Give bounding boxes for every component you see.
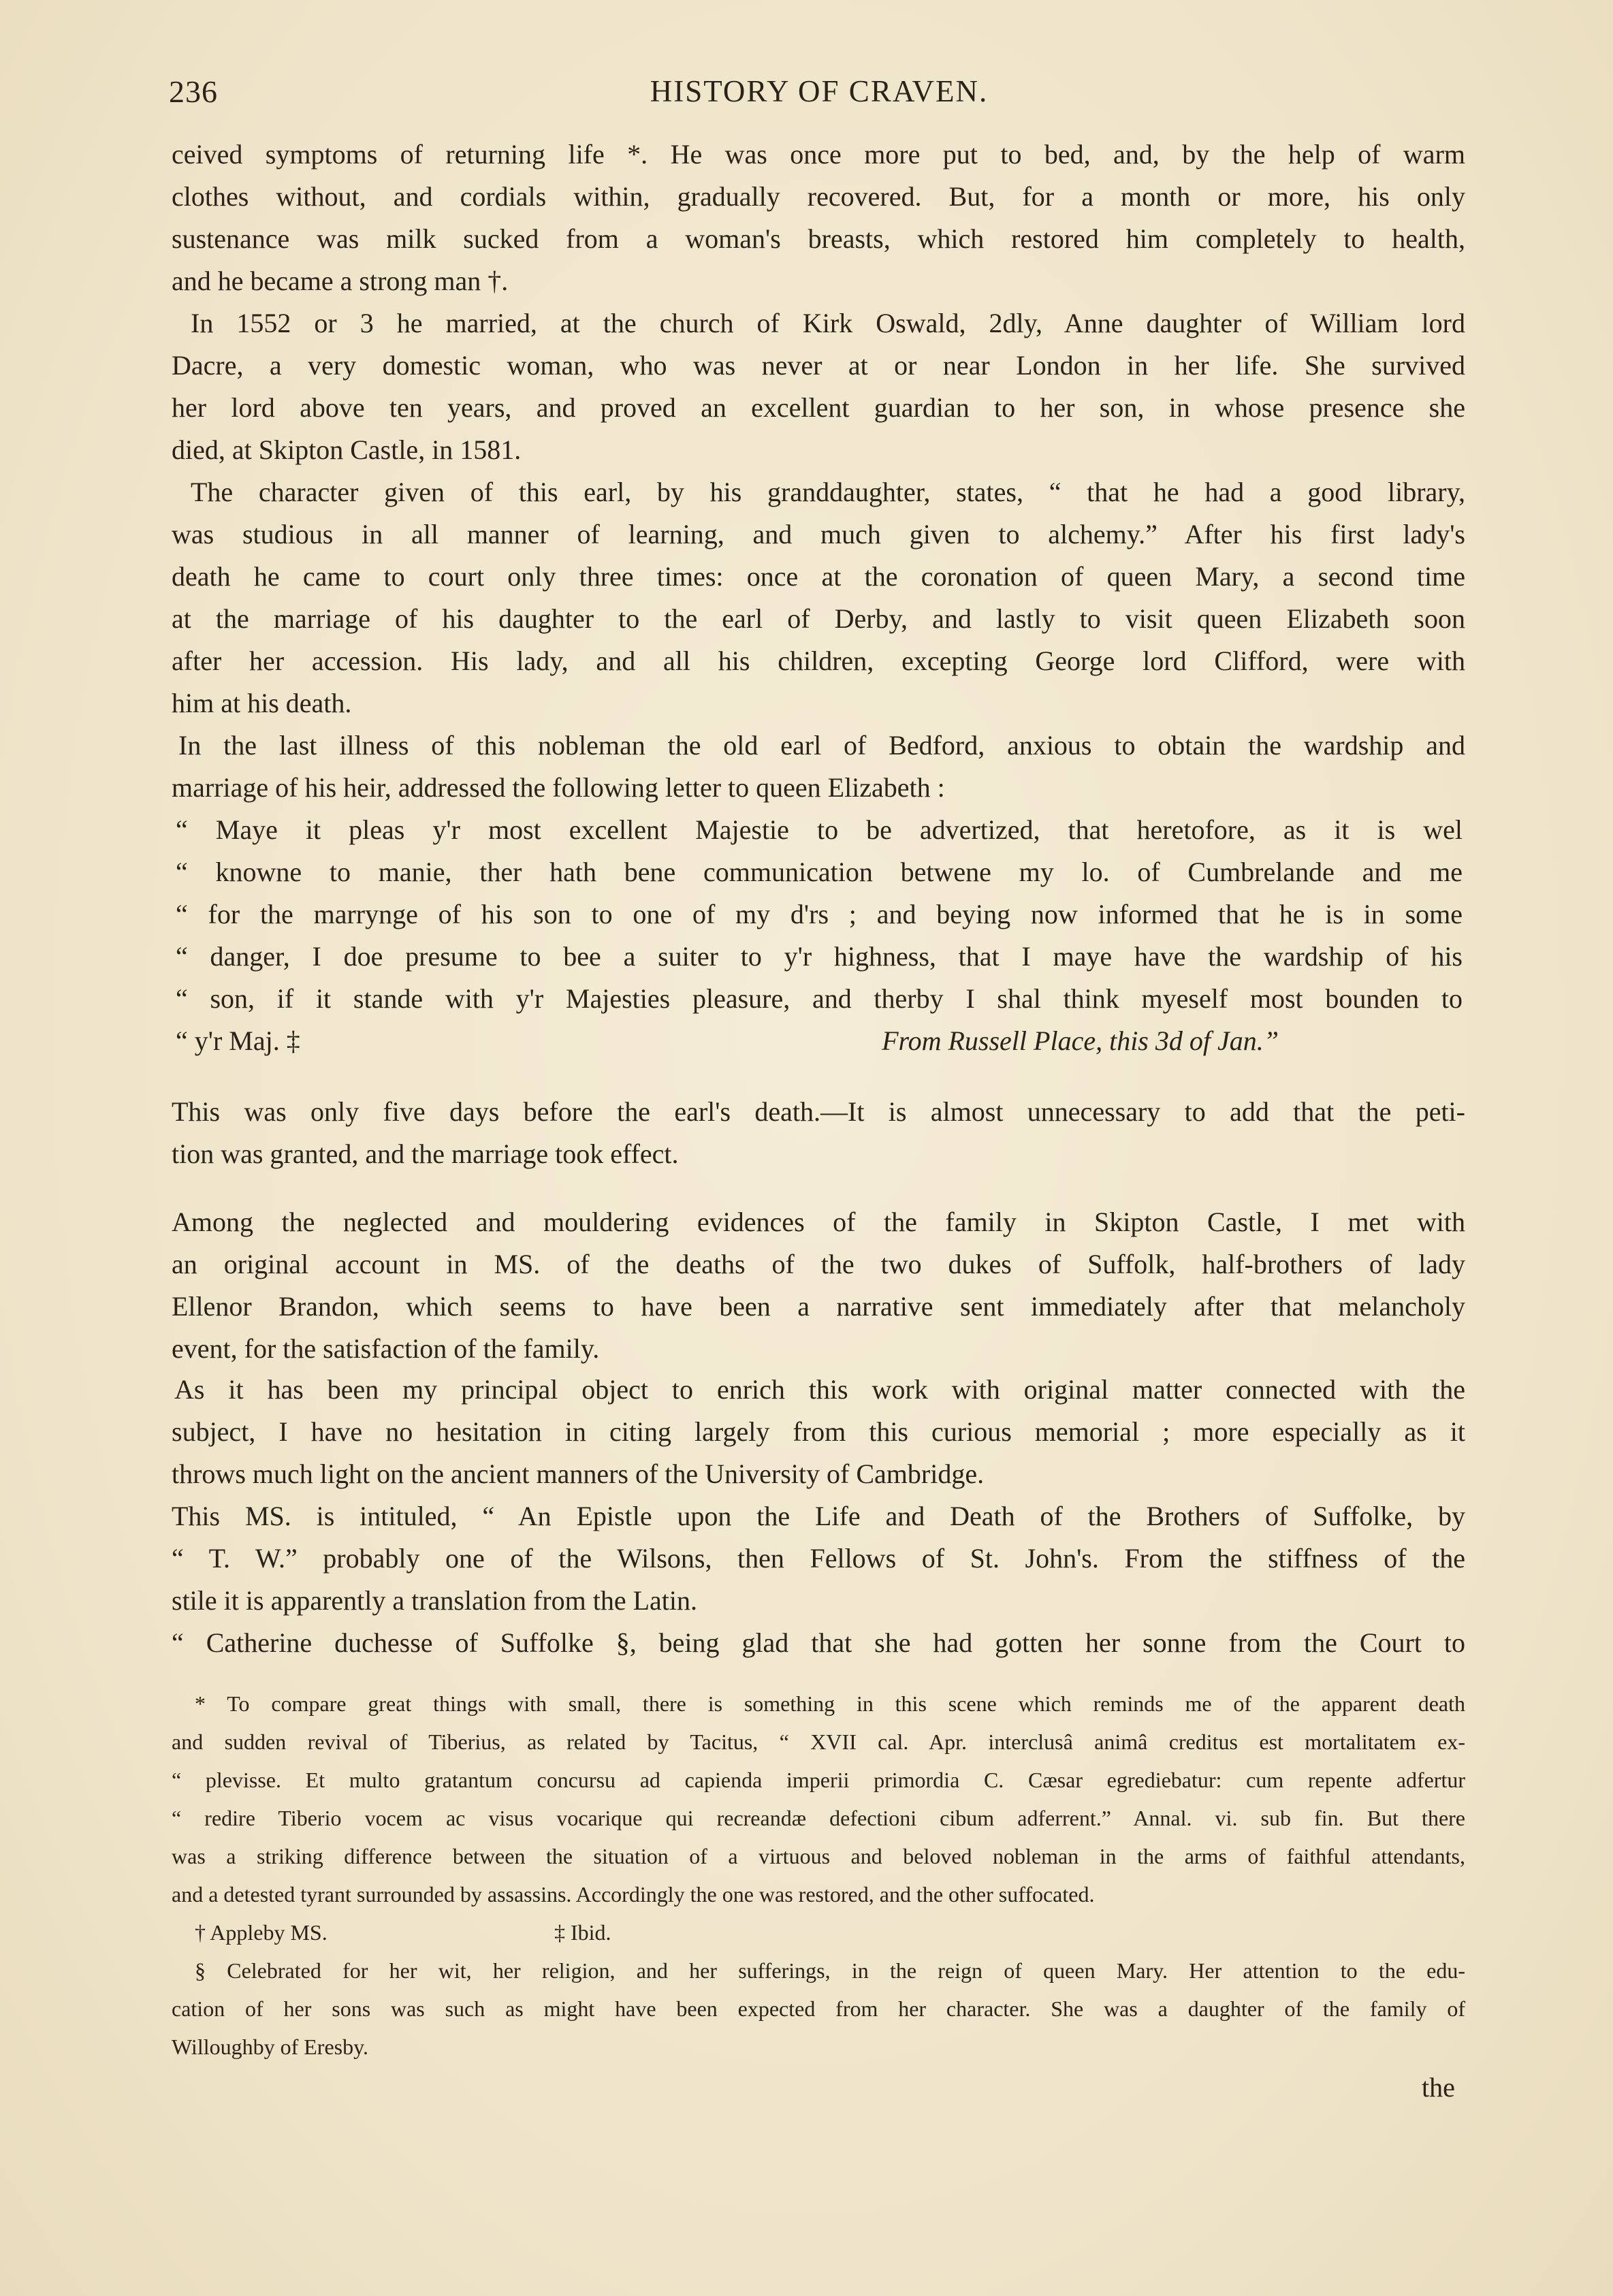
text-line: sustenance was milk sucked from a woman's breasts, which restored him completely to health, xyxy=(172,223,1465,254)
footnote-line: “ redire Tiberio vocem ac visus vocarique qui recreandæ defectioni cibum adferrent.” Annal. vi. sub fin. But there xyxy=(172,1806,1465,1830)
text-line: Ellenor Brandon, which seems to have been a narrative sent immediately after that melancholy xyxy=(172,1291,1465,1322)
text-line: ceived symptoms of returning life *. He was once more put to bed, and, by the help of warm xyxy=(172,139,1465,170)
text-line: In 1552 or 3 he married, at the church of Kirk Oswald, 2dly, Anne daughter of William lord xyxy=(191,308,1465,338)
paragraph-marriage xyxy=(172,302,1465,471)
footnote-line: * To compare great things with small, there is something in this scene which reminds me of the apparent death xyxy=(195,1691,1465,1716)
text-line: The character given of this earl, by his granddaughter, states, “ that he had a good library, xyxy=(191,477,1465,507)
text-line: was studious in all manner of learning, and much given to alchemy.” After his first lady's xyxy=(172,519,1465,549)
paragraph-evidences xyxy=(172,1201,1465,1370)
text-line: subject, I have no hesitation in citing largely from this curious memorial ; more especially as it xyxy=(172,1416,1465,1447)
footnote-line: and a detested tyrant surrounded by assassins. Accordingly the one was restored, and the other suffocated. xyxy=(172,1882,1095,1907)
page-header xyxy=(169,74,1469,114)
text-line: clothes without, and cordials within, gradually recovered. But, for a month or more, his only xyxy=(172,181,1465,212)
paragraph-petition xyxy=(172,1091,1465,1175)
footnote-dagger: † Appleby MS. xyxy=(195,1920,328,1945)
text-line: tion was granted, and the marriage took effect. xyxy=(172,1138,679,1169)
catchword: the xyxy=(1422,2072,1455,2103)
text-line: him at his death. xyxy=(172,688,352,718)
footnote-references xyxy=(172,1913,1465,1951)
text-line: throws much light on the ancient manners of the University of Cambridge. xyxy=(172,1458,985,1489)
text-line: Dacre, a very domestic woman, who was never at or near London in her life. She survived xyxy=(172,350,1465,381)
letter-closing xyxy=(176,1020,1463,1062)
paragraph-manuscript xyxy=(172,1495,1465,1622)
paragraph-character xyxy=(172,471,1465,724)
text-line: her lord above ten years, and proved an excellent guardian to her son, in whose presence she xyxy=(172,392,1465,423)
footnote-line: Willoughby of Eresby. xyxy=(172,2035,369,2059)
paragraph-last-illness xyxy=(172,724,1465,809)
text-line: stile it is apparently a translation from the Latin. xyxy=(172,1585,698,1616)
footnote-line: was a striking difference between the situation of a virtuous and beloved nobleman in the arms of faithful attendants, xyxy=(172,1844,1465,1868)
footnote-line: “ plevisse. Et multo gratantum concursu ad capienda imperii primordia C. Cæsar egrediebatur: cum repente adfertur xyxy=(172,1768,1465,1792)
text-line: event, for the satisfaction of the family. xyxy=(172,1333,600,1364)
text-line: This was only five days before the earl's death.—It is almost unnecessary to add that the peti- xyxy=(172,1096,1465,1127)
letter-line: “ son, if it stande with y'r Majesties pleasure, and therby I shal think myeself most bounden to xyxy=(176,983,1463,1014)
text-line: This MS. is intituled, “ An Epistle upon the Life and Death of the Brothers of Suffolke, by xyxy=(172,1501,1465,1531)
text-line: As it has been my principal object to enrich this work with original matter connected with the xyxy=(174,1374,1465,1405)
footnotes xyxy=(172,1685,1465,2066)
letter-line: “ for the marrynge of his son to one of my d'rs ; and beying now informed that he is in some xyxy=(176,899,1463,929)
text-line: marriage of his heir, addressed the following letter to queen Elizabeth : xyxy=(172,772,945,803)
footnote-line: and sudden revival of Tiberius, as related by Tacitus, “ XVII cal. Apr. interclusâ animâ creditus est mortalitatem ex- xyxy=(172,1729,1465,1754)
footnote-double-dagger: ‡ Ibid. xyxy=(554,1920,611,1945)
letter-line: “ Maye it pleas y'r most excellent Majestie to be advertized, that heretofore, as it is wel xyxy=(176,814,1463,845)
paragraph-recovery xyxy=(172,133,1465,302)
text-line: after her accession. His lady, and all his children, excepting George lord Clifford, were with xyxy=(172,645,1465,676)
page-number: 236 xyxy=(169,74,218,109)
text-line: Among the neglected and mouldering evidences of the family in Skipton Castle, I met with xyxy=(172,1207,1465,1237)
text-line: at the marriage of his daughter to the earl of Derby, and lastly to visit queen Elizabeth soon xyxy=(172,603,1465,634)
text-line: an original account in MS. of the deaths of the two dukes of Suffolk, half-brothers of lady xyxy=(172,1249,1465,1279)
text-line: In the last illness of this nobleman the old earl of Bedford, anxious to obtain the wardship and xyxy=(178,730,1465,761)
paragraph-catherine xyxy=(172,1622,1465,1664)
letter-line: “ danger, I doe presume to bee a suiter to y'r highness, that I maye have the wardship of his xyxy=(176,941,1463,972)
text-line: “ T. W.” probably one of the Wilsons, then Fellows of St. John's. From the stiffness of the xyxy=(172,1543,1465,1574)
letter-quotation xyxy=(176,809,1463,1062)
letter-address: “ y'r Maj. ‡ xyxy=(176,1025,300,1056)
footnote-line: cation of her sons was such as might have been expected from her character. She was a daughter of the family of xyxy=(172,1996,1465,2021)
footnote-line: § Celebrated for her wit, her religion, and her sufferings, in the reign of queen Mary. Her attention to the edu- xyxy=(195,1958,1465,1983)
text-line: died, at Skipton Castle, in 1581. xyxy=(172,434,522,465)
text-line: “ Catherine duchesse of Suffolke §, being glad that she had gotten her sonne from the Court to xyxy=(172,1627,1465,1658)
text-line: and he became a strong man †. xyxy=(172,266,509,296)
paragraph-object xyxy=(172,1369,1465,1495)
letter-signoff: From Russell Place, this 3d of Jan.” xyxy=(882,1025,1279,1056)
text-line: death he came to court only three times: once at the coronation of queen Mary, a second time xyxy=(172,561,1465,592)
running-title: HISTORY OF CRAVEN. xyxy=(650,74,989,108)
letter-line: “ knowne to manie, ther hath bene communication betwene my lo. of Cumbrelande and me xyxy=(176,857,1463,887)
